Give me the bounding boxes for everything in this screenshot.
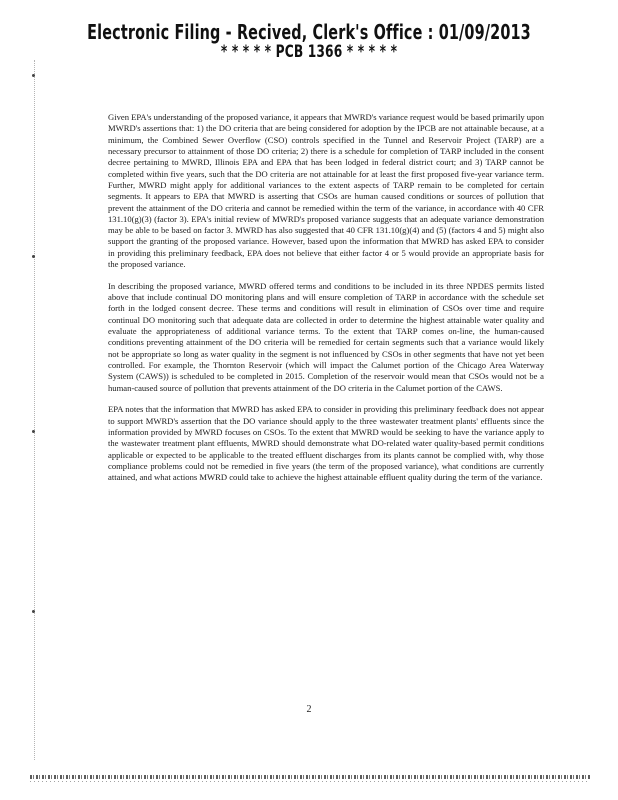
scan-speck xyxy=(32,430,35,433)
scan-speck xyxy=(32,74,35,77)
fax-transmission-line-secondary xyxy=(30,781,590,782)
filing-stamp-line-1: Electronic Filing - Recived, Clerk's Office : 01/09/2013 xyxy=(87,20,531,44)
paragraph-terms-conditions: In describing the proposed variance, MWRD offered terms and conditions to be included in its three NPDES permits listed above that include continual DO monitoring plans and will ensure completion of TARP in accordance with the schedule set forth in the lodged consent decree. These terms and conditions will result in elimination of CSOs over time and require continual DO monitoring such that adequate data are collected in order to determine the highest attainable water quality and evaluate the appropriateness of additional variance terms. To the extent that TARP comes on-line, the human-caused conditions preventing attainment of the DO criteria will be remedied for certain segments such that a variance would likely not be appropriate so long as water quality in the segment is not influenced by CSOs in other segments that have not yet been controlled. For example, the Thornton Reservoir (which will impact the Calumet portion of the Chicago Area Waterway System (CAWS)) is scheduled to be completed in 2015. Completion of the reservoir would mean that CSOs would not be a human-caused source of pollution that prevents attainment of the DO criteria in the Calumet portion of the CAWS. xyxy=(108,280,544,393)
fax-transmission-line xyxy=(30,775,590,779)
scan-speck xyxy=(32,255,35,258)
document-body xyxy=(108,112,544,494)
page-number: 2 xyxy=(306,704,312,715)
scan-margin-line xyxy=(34,60,36,760)
paragraph-variance-basis: Given EPA's understanding of the proposed variance, it appears that MWRD's variance request would be based primarily upon MWRD's assertions that: 1) the DO criteria that are being considered for adoption by the IPCB are not attainable because, at a minimum, the Combined Sewer Overflow (CSO) controls specified in the Tunnel and Reservoir Project (TARP) are a necessary precursor to attainment of those DO criteria; 2) there is a schedule for completion of TARP included in the consent decree pertaining to MWRD, Illinois EPA and EPA that has been lodged in federal district court; and 3) TARP cannot be completed within five years, such that the DO criteria are not attainable for at least the first proposed five-year variance term. Further, MWRD might apply for additional variances to the extent aspects of TARP remain to be completed for certain segments. It appears to EPA that MWRD is asserting that CSOs are human caused conditions or sources of pollution that prevent the attainment of the DO criteria and cannot be remedied within the term of the variance, in accordance with 40 CFR 131.10(g)(3) (factor 3). EPA's initial review of MWRD's proposed variance suggests that an adequate variance demonstration may be able to be based on factor 3. MWRD has also suggested that 40 CFR 131.10(g)(4) and (5) (factors 4 and 5) might also support the granting of the proposed variance. However, based upon the information that MWRD has asked EPA to consider in providing this preliminary feedback, EPA does not believe that either factor 4 or 5 would provide an appropriate basis for the proposed variance. xyxy=(108,112,544,270)
paragraph-effluent: EPA notes that the information that MWRD has asked EPA to consider in providing this preliminary feedback does not appear to support MWRD's assertion that the DO variance should apply to the three wastewater treatment plants' effluents since the information provided by MWRD focuses on CSOs. To the extent that MWRD would be seeking to have the variance apply to the wastewater treatment plant effluents, MWRD should demonstrate what DO-related water quality-based permit conditions applicable or expected to be applicable to the treated effluent discharges from its plants cannot be complied with, why those compliance problems could not be remedied in five years (the term of the proposed variance), what conditions are currently attained, and what actions MWRD could take to achieve the highest attainable effluent quality during the term of the variance. xyxy=(108,404,544,483)
filing-stamp-line-2: * * * * * PCB 1366 * * * * * xyxy=(220,42,398,62)
scan-speck xyxy=(32,610,35,613)
